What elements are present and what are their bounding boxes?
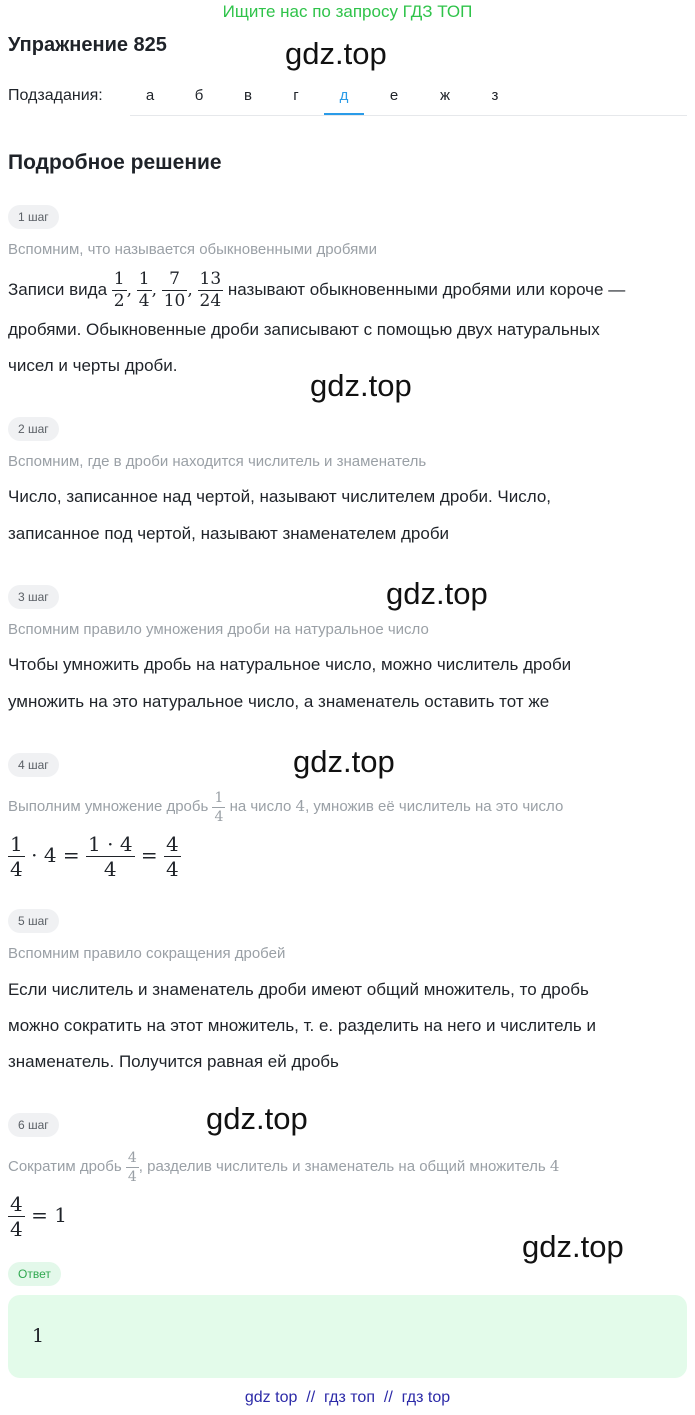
heading-suffix: , умножив её числитель на это число xyxy=(305,798,564,815)
watermark: gdz.top xyxy=(293,744,395,779)
subtask-tab-d[interactable]: д xyxy=(339,87,349,104)
fraction xyxy=(8,1194,25,1239)
step-text-line: знаменатель. Получится равная ей дробь xyxy=(8,1052,339,1071)
denominator: 10 xyxy=(163,291,186,312)
subtask-tab-a[interactable]: а xyxy=(145,87,155,104)
step-label: 3 шаг xyxy=(8,585,59,609)
step-label: 5 шаг xyxy=(8,909,59,933)
answer-value: 1 xyxy=(32,1325,45,1347)
numerator: 1 xyxy=(214,789,224,806)
heading-prefix: Сократим дробь xyxy=(8,1158,122,1175)
subtask-tab-zh[interactable]: ж xyxy=(439,87,451,104)
formula xyxy=(8,829,181,881)
formula xyxy=(8,1189,67,1241)
fraction xyxy=(198,271,224,310)
subtask-tab-b[interactable]: б xyxy=(194,87,204,104)
watermark: gdz.top xyxy=(386,576,488,611)
step-heading: Вспомним правило сокращения дробей xyxy=(8,945,286,962)
denominator: 4 xyxy=(138,291,150,312)
denominator: 4 xyxy=(166,857,179,881)
step-heading-with-math xyxy=(8,1144,559,1189)
denominator: 2 xyxy=(113,291,125,312)
step-label: 1 шаг xyxy=(8,205,59,229)
subtask-tab-v[interactable]: в xyxy=(244,87,252,104)
fraction xyxy=(137,271,152,310)
denominator: 4 xyxy=(10,857,23,881)
multiplier: 4 xyxy=(43,843,57,867)
watermark: gdz.top xyxy=(522,1229,624,1264)
step-heading: Вспомним правило умножения дроби на натуральное число xyxy=(8,621,429,638)
fraction xyxy=(212,791,225,824)
subtasks-divider xyxy=(130,115,687,116)
fraction xyxy=(126,1151,139,1184)
step-heading: Вспомним, где в дроби находится числитель и знаменатель xyxy=(8,453,427,470)
step-text-line: Число, записанное над чертой, называют числителем дроби. Число, xyxy=(8,487,552,506)
numerator: 4 xyxy=(127,1149,137,1166)
numerator: 4 xyxy=(166,832,179,856)
watermark: gdz.top xyxy=(285,36,387,71)
answer-label: Ответ xyxy=(8,1262,61,1286)
active-tab-indicator xyxy=(324,113,364,115)
search-banner[interactable]: Ищите нас по запросу ГДЗ ТОП xyxy=(222,2,473,21)
step-text-line: дробями. Обыкновенные дроби записывают с помощью двух натуральных xyxy=(8,320,600,339)
step-label: 6 шаг xyxy=(8,1113,59,1137)
step-text-with-fractions: Записи вида $\frac{1}{2}$ , $\frac{1}{4}$ , $\frac{7}{10}$ , $\frac{13}{24}$ называют обыкновенными дробями или короче — xyxy=(8,269,626,312)
fraction xyxy=(112,271,127,310)
step-text-line: записанное под чертой, называют знаменателем дроби xyxy=(8,524,450,543)
heading-mid: на число xyxy=(229,798,292,815)
denominator: 4 xyxy=(10,1217,23,1241)
text-prefix: Записи вида xyxy=(8,280,108,299)
numerator: 1 xyxy=(113,269,125,290)
step-label: 2 шаг xyxy=(8,417,59,441)
page-title: Упражнение 825 xyxy=(8,34,167,56)
numerator: 1 xyxy=(10,832,23,856)
numerator: 1 · 4 xyxy=(88,832,133,856)
heading-number: 4 xyxy=(549,1157,560,1175)
step-label: 4 шаг xyxy=(8,753,59,777)
denominator: 4 xyxy=(214,808,224,825)
denominator: 4 xyxy=(103,857,117,881)
numerator: 1 xyxy=(138,269,150,290)
answer-box xyxy=(8,1295,687,1378)
subtasks-label: Подзадания: xyxy=(8,87,103,104)
fraction xyxy=(162,271,188,310)
equals-sign: = xyxy=(62,843,80,867)
subtask-tab-g[interactable]: г xyxy=(293,87,299,104)
denominator: 24 xyxy=(199,291,222,312)
denominator: 4 xyxy=(127,1168,137,1185)
footer-links[interactable]: gdz top // гдз топ // гдз top xyxy=(244,1389,451,1406)
step-text-line: Чтобы умножить дробь на натуральное число, можно числитель дроби xyxy=(8,655,572,674)
heading-suffix: , разделив числитель и знаменатель на общий множитель xyxy=(138,1158,546,1175)
times-sign: · xyxy=(31,843,38,867)
step-text-line: умножить на это натуральное число, а знаменатель оставить тот же xyxy=(8,692,550,711)
subtask-tab-z[interactable]: з xyxy=(491,87,499,104)
equals-sign: = xyxy=(31,1203,48,1227)
heading-number: 4 xyxy=(295,797,306,815)
text-suffix: называют обыкновенными дробями или короче — xyxy=(227,280,626,299)
numerator: 13 xyxy=(199,269,222,290)
watermark: gdz.top xyxy=(206,1101,308,1136)
heading-prefix: Выполним умножение дробь xyxy=(8,798,209,815)
subtask-tab-e[interactable]: е xyxy=(389,87,399,104)
fraction xyxy=(164,834,181,879)
step-text-line: чисел и черты дроби. xyxy=(8,356,178,375)
step-heading-with-math xyxy=(8,784,563,829)
watermark: gdz.top xyxy=(310,368,412,403)
fraction xyxy=(86,834,135,879)
step-text-line: Если числитель и знаменатель дроби имеют общий множитель, то дробь xyxy=(8,980,589,999)
numerator: 4 xyxy=(10,1192,23,1216)
fraction xyxy=(8,834,25,879)
result: 1 xyxy=(54,1203,67,1227)
step-text-line: можно сократить на этот множитель, т. е. разделить на него и числитель и xyxy=(8,1016,596,1035)
equals-sign: = xyxy=(140,843,158,867)
step-heading: Вспомним, что называется обыкновенными дробями xyxy=(8,241,377,258)
solution-heading: Подробное решение xyxy=(8,151,222,174)
numerator: 7 xyxy=(162,271,188,291)
